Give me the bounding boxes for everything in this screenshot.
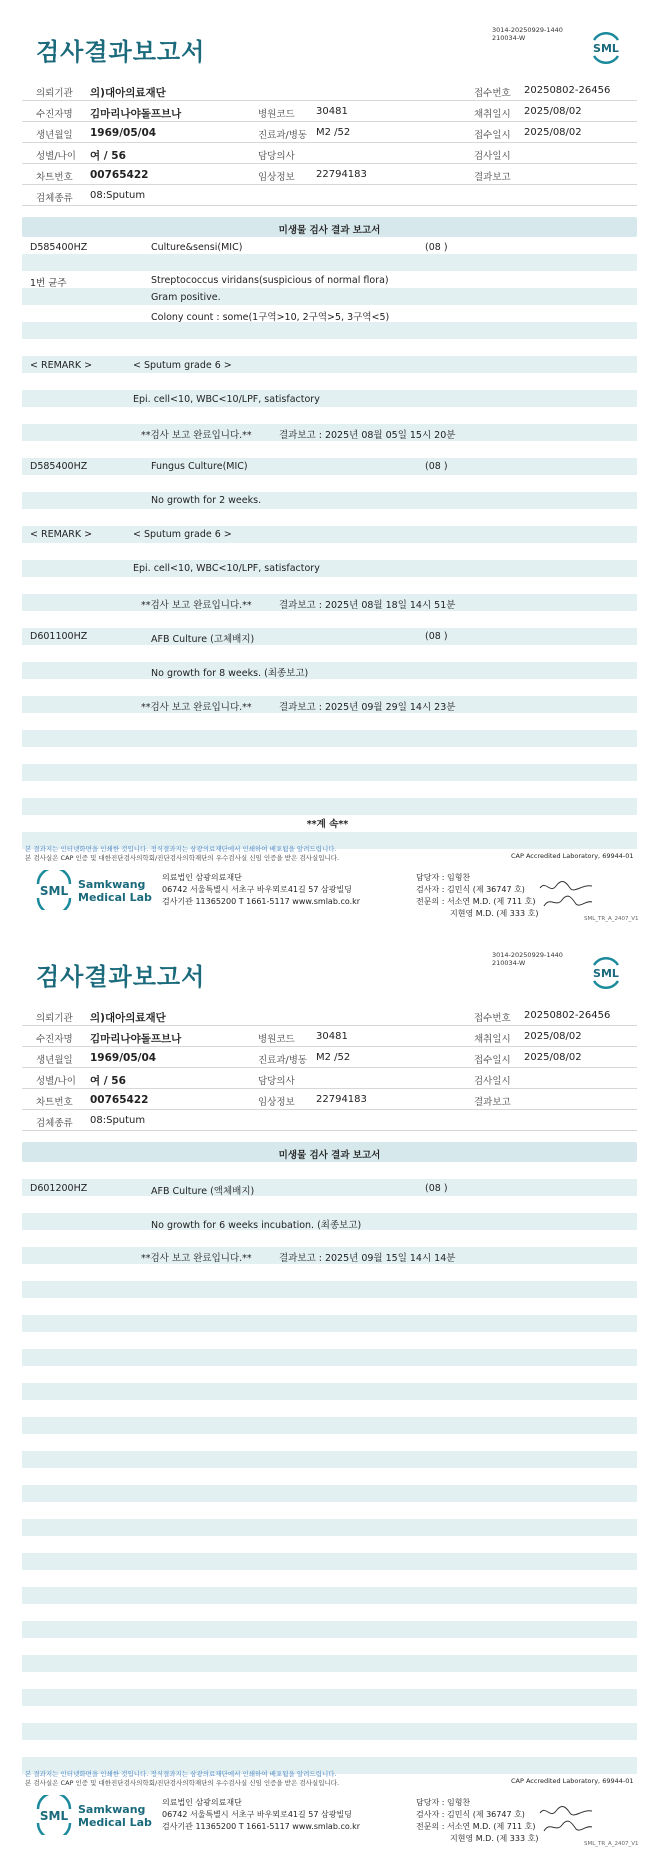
info-row: 성별/나이 여 / 56 담당의사 검사일시: [22, 143, 637, 164]
form-id: SML_TR_A_2407_V1: [584, 1841, 639, 1847]
signatories: 담당자 : 임형찬 검사자 : 김민식 (제 36747 호) 전문의 : 서소연 M.D. (제 711 호) 지현영 M.D. (제 333 호): [416, 1798, 539, 1843]
test-code: D601100HZ: [30, 631, 88, 642]
cap-accreditation: CAP Accredited Laboratory, 69944-01: [511, 852, 634, 860]
remark-grade: < Sputum grade 6 >: [133, 360, 232, 371]
info-row: 차트번호 00765422 임상정보 22794183 결과보고: [22, 1089, 637, 1110]
row-stripe: [22, 1485, 637, 1502]
report-complete: **검사 보고 완료입니다.**: [141, 430, 252, 441]
gram-stain: Gram positive.: [151, 292, 221, 303]
row-stripe: [22, 526, 637, 543]
report-complete: **검사 보고 완료입니다.**: [141, 1253, 252, 1264]
row-stripe: [22, 288, 637, 305]
remark-detail: Epi. cell<10, WBC<10/LPF, satisfactory: [133, 394, 320, 405]
document-code: 3014-20250929-1440 210034-W: [492, 26, 563, 42]
remark-label: < REMARK >: [30, 360, 93, 371]
row-stripe: [22, 1451, 637, 1468]
specimen-code: (08 ): [425, 631, 448, 642]
row-stripe: [22, 1179, 637, 1196]
row-stripe: [22, 1519, 637, 1536]
remark-label: < REMARK >: [30, 529, 93, 540]
info-row: 의뢰기관 의)대아의료재단 접수번호 20250802-26456: [22, 80, 637, 101]
row-stripe: [22, 560, 637, 577]
test-name: AFB Culture (고체배지): [151, 634, 255, 645]
specimen-code: (08 ): [425, 461, 448, 472]
report-time: 결과보고 : 2025년 08월 18일 14시 51분: [279, 600, 456, 611]
form-id: SML_TR_A_2407_V1: [584, 916, 639, 922]
report-page-2: [0, 925, 655, 1850]
report-time: 결과보고 : 2025년 08월 05일 15시 20분: [279, 430, 456, 441]
row-stripe: [22, 1723, 637, 1740]
isolate-name: Streptococcus viridans(suspicious of normal flora): [151, 275, 389, 286]
signatories: 담당자 : 임형찬 검사자 : 김민식 (제 36747 호) 전문의 : 서소연 M.D. (제 711 호) 지현영 M.D. (제 333 호): [416, 873, 539, 918]
section-header: 미생물 검사 결과 보고서: [22, 217, 637, 237]
row-stripe: [22, 492, 637, 509]
row-stripe: [22, 254, 637, 271]
info-row: 생년월일 1969/05/04 진료과/병동 M2 /52 접수일시 2025/08/02: [22, 1047, 637, 1068]
row-stripe: [22, 1281, 637, 1298]
footer-note: 본 결과지는 인터넷화면을 인쇄한 것입니다. 정식결과지는 삼광의료재단에서 인쇄하여 배포됨을 알려드립니다. 본 검사실은 CAP 인증 및 대한진단검사의학회/진단검사의학재단의 우수검사실 신임 인증을 받은 검사실입니다.: [25, 1770, 340, 1787]
row-stripe: [22, 1587, 637, 1604]
section-header: 미생물 검사 결과 보고서: [22, 1142, 637, 1162]
samkwang-name: Samkwang Medical Lab: [78, 1803, 152, 1829]
test-name: AFB Culture (액체배지): [151, 1186, 255, 1197]
info-row: 생년월일 1969/05/04 진료과/병동 M2 /52 접수일시 2025/08/02: [22, 122, 637, 143]
report-time: 결과보고 : 2025년 09월 29일 14시 23분: [279, 702, 456, 713]
test-name: Fungus Culture(MIC): [151, 461, 248, 472]
svg-text:SML: SML: [593, 967, 619, 980]
test-code: D585400HZ: [30, 242, 88, 253]
info-row: 수진자명 김마리나야돌프브나 병원코드 30481 채취일시 2025/08/02: [22, 1026, 637, 1047]
sml-logo-icon: [588, 30, 624, 66]
isolate-label: 1번 균주: [30, 278, 67, 289]
colony-count: Colony count : some(1구역>10, 2구역>5, 3구역<5): [151, 312, 390, 323]
row-stripe: [22, 1655, 637, 1672]
report-complete: **검사 보고 완료입니다.**: [141, 702, 252, 713]
signature-image: [536, 878, 596, 914]
test-code: D585400HZ: [30, 461, 88, 472]
row-stripe: [22, 390, 637, 407]
page-title: 검사결과보고서: [36, 38, 206, 66]
row-stripe: [22, 1689, 637, 1706]
cap-accreditation: CAP Accredited Laboratory, 69944-01: [511, 1777, 634, 1785]
info-row: 의뢰기관 의)대아의료재단 접수번호 20250802-26456: [22, 1005, 637, 1026]
test-result: No growth for 2 weeks.: [151, 495, 262, 506]
row-stripe: [22, 628, 637, 645]
test-code: D601200HZ: [30, 1183, 88, 1194]
document-code: 3014-20250929-1440 210034-W: [492, 951, 563, 967]
row-stripe: [22, 1417, 637, 1434]
svg-text:SML: SML: [39, 1809, 69, 1823]
remark-detail: Epi. cell<10, WBC<10/LPF, satisfactory: [133, 563, 320, 574]
info-row: 수진자명 김마리나야돌프브나 병원코드 30481 채취일시 2025/08/02: [22, 101, 637, 122]
row-stripe: [22, 322, 637, 339]
row-stripe: [22, 1383, 637, 1400]
row-stripe: [22, 798, 637, 815]
row-stripe: [22, 1621, 637, 1638]
row-stripe: [22, 356, 637, 373]
patient-info: [22, 1005, 637, 1131]
row-stripe: [22, 1553, 637, 1570]
row-stripe: [22, 1315, 637, 1332]
remark-grade: < Sputum grade 6 >: [133, 529, 232, 540]
row-stripe: [22, 662, 637, 679]
specimen-code: (08 ): [425, 1183, 448, 1194]
signature-image: [536, 1803, 596, 1839]
sml-logo-icon: [588, 955, 624, 991]
specimen-code: (08 ): [425, 242, 448, 253]
row-stripe: [22, 1349, 637, 1366]
row-stripe: [22, 730, 637, 747]
info-row: 검체종류 08:Sputum: [22, 1110, 637, 1131]
info-row: 차트번호 00765422 임상정보 22794183 결과보고: [22, 164, 637, 185]
samkwang-name: Samkwang Medical Lab: [78, 878, 152, 904]
svg-text:SML: SML: [593, 42, 619, 55]
report-time: 결과보고 : 2025년 09월 15일 14시 14분: [279, 1253, 456, 1264]
info-row: 성별/나이 여 / 56 담당의사 검사일시: [22, 1068, 637, 1089]
test-result: No growth for 8 weeks. (최종보고): [151, 668, 309, 679]
test-result: No growth for 6 weeks incubation. (최종보고): [151, 1220, 362, 1231]
org-address: 의료법인 삼광의료재단 06742 서울특별시 서초구 바우뫼로41길 57 삼광빌딩 검사기관 11365200 T 1661-5117 www.smlab.co.kr: [162, 1798, 361, 1831]
continued-marker: **계 속**: [306, 819, 349, 830]
org-address: 의료법인 삼광의료재단 06742 서울특별시 서초구 바우뫼로41길 57 삼광빌딩 검사기관 11365200 T 1661-5117 www.smlab.co.kr: [162, 873, 361, 906]
test-name: Culture&sensi(MIC): [151, 242, 243, 253]
patient-info: [22, 80, 637, 206]
page-title: 검사결과보고서: [36, 963, 206, 991]
info-row: 검체종류 08:Sputum: [22, 185, 637, 206]
svg-text:SML: SML: [39, 884, 69, 898]
report-complete: **검사 보고 완료입니다.**: [141, 600, 252, 611]
footer-note: 본 결과지는 인터넷화면을 인쇄한 것입니다. 정식결과지는 삼광의료재단에서 인쇄하여 배포됨을 알려드립니다. 본 검사실은 CAP 인증 및 대한진단검사의학회/진단검사의학재단의 우수검사실 신임 인증을 받은 검사실입니다.: [25, 845, 340, 862]
row-stripe: [22, 458, 637, 475]
row-stripe: [22, 764, 637, 781]
